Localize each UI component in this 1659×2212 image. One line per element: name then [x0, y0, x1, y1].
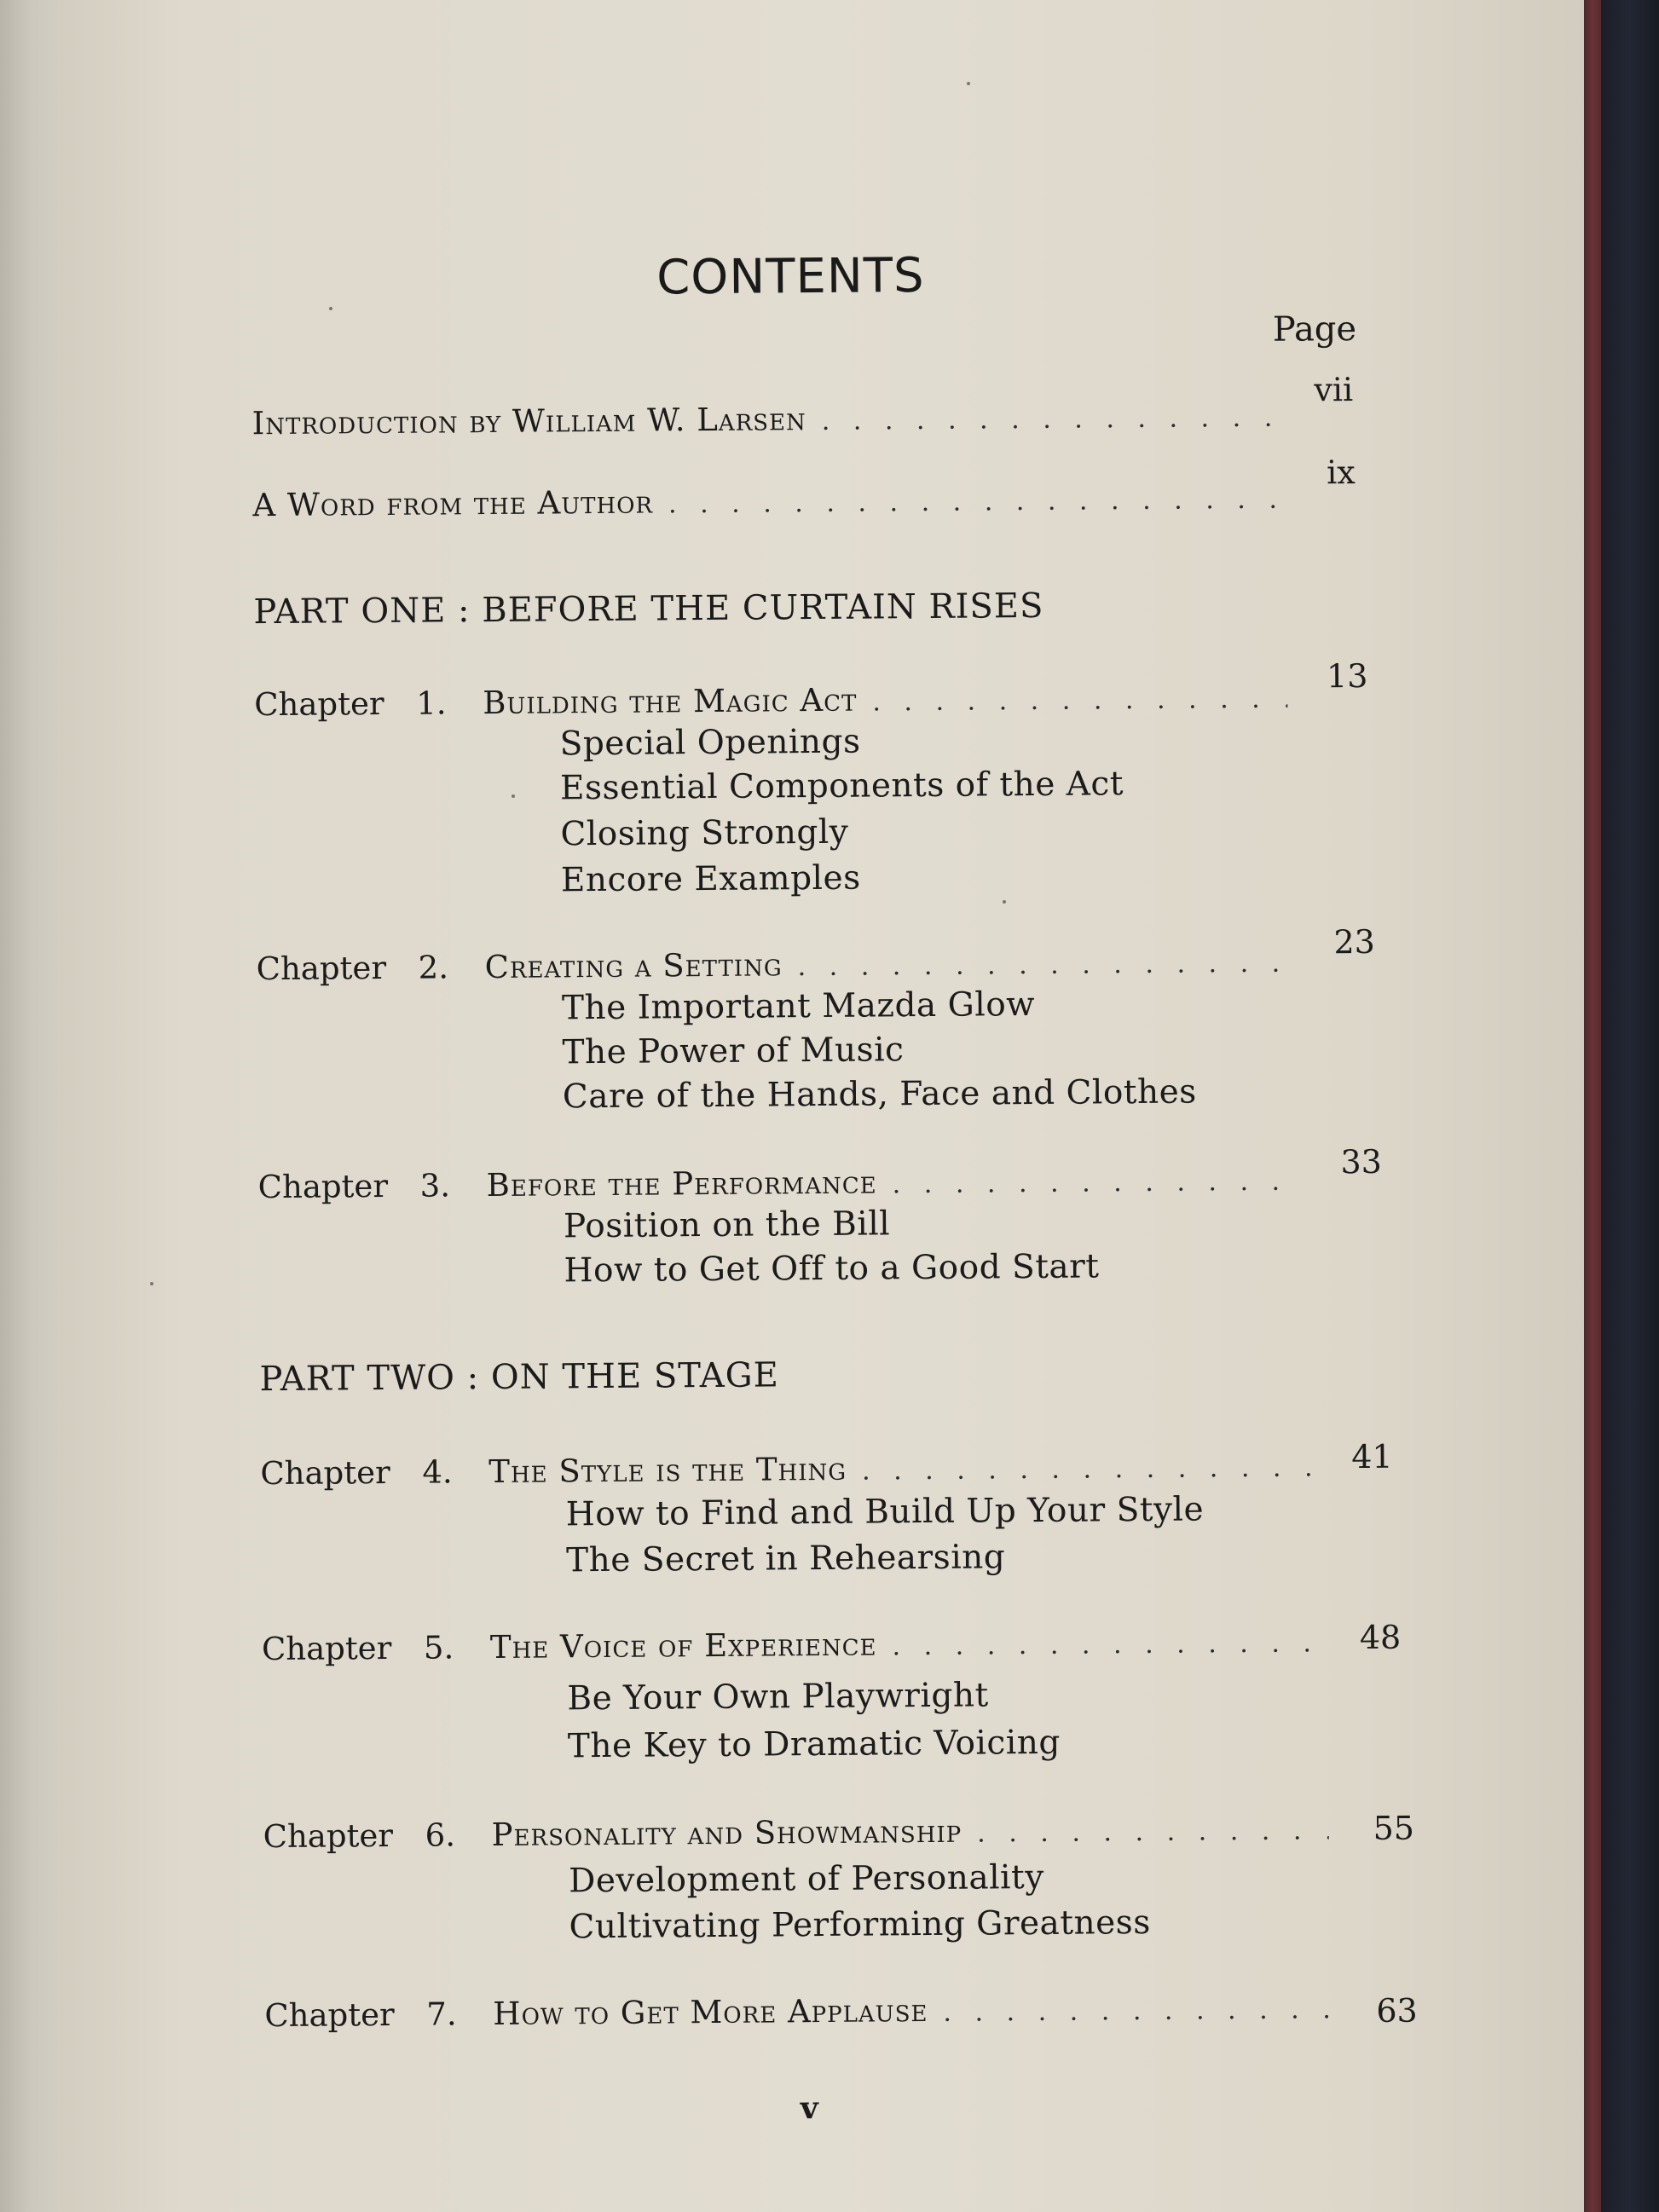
entry-title: Introduction by William W. Larsen — [251, 401, 806, 442]
chapter-page-number: 33 — [1340, 1142, 1383, 1181]
chapter-title: The Style is the Thing — [488, 1450, 847, 1491]
chapter-label: Chapter — [257, 1167, 389, 1206]
page-folio: v — [800, 2090, 818, 2127]
subsection: Development of Personality — [568, 1857, 1044, 1901]
chapter-number: 3. — [419, 1167, 451, 1204]
chapter-page-number: 13 — [1326, 656, 1368, 696]
dot-leader — [893, 1167, 1302, 1200]
chapter-number: 6. — [425, 1816, 456, 1854]
chapter-label: Chapter — [263, 1816, 394, 1856]
chapter-number: 5. — [423, 1629, 454, 1666]
toc-chapter-2 — [257, 943, 1295, 988]
entry-title: A Word from the Author — [252, 483, 654, 524]
subsection: Be Your Own Playwright — [567, 1676, 989, 1718]
dot-leader — [822, 403, 1274, 436]
subsection: The Power of Music — [562, 1031, 905, 1072]
subsection: Care of the Hands, Face and Clothes — [562, 1072, 1197, 1117]
chapter-label: Chapter — [261, 1629, 392, 1668]
toc-entry-introduction — [252, 397, 1274, 442]
chapter-page-number: 23 — [1333, 922, 1376, 962]
chapter-page-number: 63 — [1376, 1991, 1418, 2030]
chapter-label: Chapter — [256, 949, 387, 988]
entry-page-number: ix — [1326, 453, 1356, 492]
subsection: How to Get Off to a Good Start — [564, 1247, 1100, 1291]
subsection: The Secret in Rehearsing — [565, 1538, 1006, 1580]
part-heading: PART ONE : BEFORE THE CURTAIN RISES — [253, 586, 1044, 632]
page-column-heading: Page — [1272, 309, 1357, 349]
chapter-page-number: 55 — [1373, 1809, 1415, 1847]
toc-entry-author-word — [252, 479, 1286, 524]
dot-leader — [872, 684, 1287, 718]
dot-leader — [892, 1628, 1315, 1661]
chapter-number: 7. — [426, 1995, 457, 2033]
subsection: Essential Components of the Act — [559, 765, 1124, 808]
toc-chapter-4 — [260, 1447, 1310, 1492]
subsection: How to Find and Build Up Your Style — [565, 1490, 1205, 1534]
chapter-number: 2. — [418, 949, 449, 986]
subsection: The Key to Dramatic Voicing — [567, 1723, 1061, 1766]
entry-page-number: vii — [1314, 371, 1354, 409]
chapter-label: Chapter — [254, 684, 384, 724]
chapter-title: Building the Magic Act — [483, 681, 858, 722]
subsection: Cultivating Performing Greatness — [569, 1903, 1151, 1947]
dot-leader — [798, 949, 1295, 983]
chapter-number: 4. — [422, 1453, 453, 1491]
chapter-title: Before the Performance — [486, 1164, 877, 1204]
subsection: Position on the Bill — [563, 1204, 891, 1246]
part-heading: PART TWO : ON THE STAGE — [259, 1355, 779, 1400]
chapter-label: Chapter — [264, 1995, 395, 2035]
page-title: CONTENTS — [656, 247, 925, 306]
subsection: Encore Examples — [560, 858, 861, 900]
subsection: Special Openings — [559, 722, 861, 764]
dot-leader — [862, 1453, 1311, 1486]
dot-leader — [977, 1816, 1329, 1848]
chapter-page-number: 41 — [1351, 1437, 1393, 1476]
chapter-label: Chapter — [260, 1453, 390, 1493]
chapter-title: Personality and Showmanship — [491, 1812, 962, 1854]
toc-chapter-7 — [264, 1989, 1335, 2034]
dot-leader — [943, 1995, 1335, 2028]
chapter-number: 1. — [416, 684, 447, 722]
chapter-title: How to Get More Applause — [493, 1992, 928, 2033]
chapter-title: Creating a Setting — [484, 946, 783, 986]
toc-chapter-1 — [254, 679, 1287, 724]
chapter-title: The Voice of Experience — [489, 1626, 877, 1666]
toc-chapter-6 — [263, 1810, 1329, 1855]
dot-leader — [668, 485, 1286, 520]
toc-chapter-3 — [258, 1161, 1302, 1206]
subsection: Closing Strongly — [560, 812, 849, 854]
chapter-page-number: 48 — [1359, 1618, 1402, 1657]
subsection: The Important Mazda Glow — [561, 985, 1036, 1028]
toc-chapter-5 — [262, 1622, 1315, 1667]
